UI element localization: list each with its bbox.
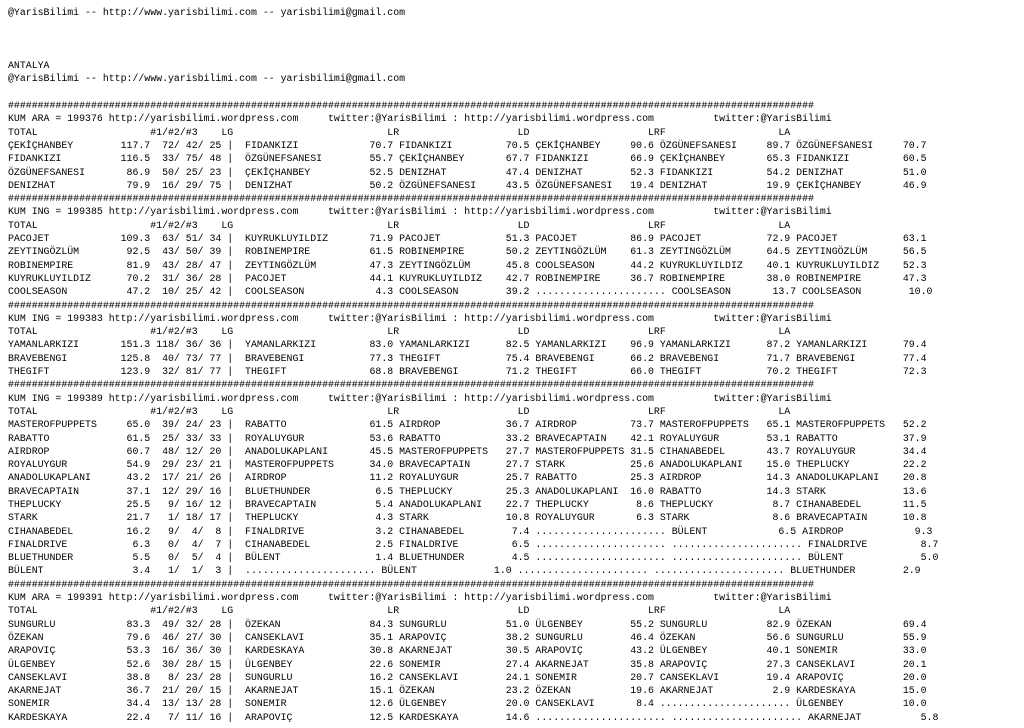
text-line: SUNGURLU 83.3 49/ 32/ 28 | ÖZEKAN 84.3 SUNGURLU 51.0 ÜLGENBEY 55.2 SUNGURLU 82.9 ÖZEKAN 69.4	[8, 618, 927, 630]
text-line: ROYALUYGUR 54.9 29/ 23/ 21 | MASTEROFPUPPETS 34.0 BRAVECAPTAIN 27.7 STARK 25.6 ANADOLUKAPLANI 15.0 THEPLUCKY 22.2	[8, 459, 927, 471]
text-line: ARAPOVIÇ 53.3 16/ 36/ 30 | KARDESKAYA 30.8 AKARNEJAT 30.5 ARAPOVIÇ 43.2 ÜLGENBEY 40.1 SONEMIR 33.0	[8, 645, 927, 657]
text-line: FINALDRIVE 6.3 0/ 4/ 7 | CIHANABEDEL 2.5 FINALDRIVE 6.5 ...................... ...................... FINALDRIVE 8.7	[8, 538, 939, 550]
text-line: PACOJET 109.3 63/ 51/ 34 | KUYRUKLUYILDIZ 71.9 PACOJET 51.3 PACOJET 86.9 PACOJET 72.9 PACOJET 63.1	[8, 233, 927, 245]
text-line: ANADOLUKAPLANI 43.2 17/ 21/ 26 | AIRDROP 11.2 ROYALUYGUR 25.7 RABATTO 25.3 AIRDROP 14.3 ANADOLUKAPLANI 20.8	[8, 472, 927, 484]
text-line: @YarisBilimi -- http://www.yarisbilimi.com -- yarisbilimi@gmail.com	[8, 73, 406, 85]
text-line: KUM ARA = 199376 http://yarisbilimi.wordpress.com twitter:@YarisBilimi : http://yarisbilimi.wordpress.com twitter:@YarisBilimi	[8, 113, 832, 125]
text-line: RABATTO 61.5 25/ 33/ 33 | ROYALUYGUR 53.6 RABATTO 33.2 BRAVECAPTAIN 42.1 ROYALUYGUR 53.1 RABATTO 37.9	[8, 432, 927, 444]
text-line: BLUETHUNDER 5.5 0/ 5/ 4 | BÜLENT 1.4 BLUETHUNDER 4.5 ...................... ...................... BÜLENT 5.0	[8, 552, 939, 564]
text-line: STARK 21.7 1/ 18/ 17 | THEPLUCKY 4.3 STARK 10.8 ROYALUYGUR 6.3 STARK 8.6 BRAVECAPTAIN 10.8	[8, 512, 927, 524]
text-line: COOLSEASON 47.2 10/ 25/ 42 | COOLSEASON 4.3 COOLSEASON 39.2 ...................... COOLSEASON 13.7 COOLSEASON 10.0	[8, 286, 933, 298]
text-line: KUM ING = 199385 http://yarisbilimi.wordpress.com twitter:@YarisBilimi : http://yarisbilimi.wordpress.com twitter:@YarisBilimi	[8, 206, 832, 218]
text-line: ZEYTINGÖZLÜM 92.5 43/ 50/ 39 | ROBINEMPIRE 61.5 ROBINEMPIRE 50.2 ZEYTINGÖZLÜM 61.3 ZEYTINGÖZLÜM 64.5 ZEYTINGÖZLÜM 56.5	[8, 246, 927, 258]
race-analysis-document	[8, 6, 1020, 724]
text-line: CIHANABEDEL 16.2 9/ 4/ 8 | FINALDRIVE 3.2 CIHANABEDEL 7.4 ...................... BÜLENT 6.5 AIRDROP 9.3	[8, 525, 933, 537]
text-line: KARDESKAYA 22.4 7/ 11/ 16 | ARAPOVIÇ 12.5 KARDESKAYA 14.6 ...................... ...................... AKARNEJAT 5.8	[8, 711, 939, 723]
text-line: ANTALYA	[8, 60, 50, 72]
text-line: @YarisBilimi -- http://www.yarisbilimi.com -- yarisbilimi@gmail.com	[8, 7, 406, 18]
text-line: TOTAL #1/#2/#3 LG LR LD LRF LA	[8, 405, 791, 417]
text-line	[8, 19, 1020, 32]
text-line: TOTAL #1/#2/#3 LG LR LD LRF LA	[8, 326, 791, 338]
text-line: ########################################################################################################################################	[8, 578, 814, 590]
text-line: TOTAL #1/#2/#3 LG LR LD LRF LA	[8, 126, 791, 138]
text-line: YAMANLARKIZI 151.3 118/ 36/ 36 | YAMANLARKIZI 83.0 YAMANLARKIZI 82.5 YAMANLARKIZI 96.9 YAMANLARKIZI 87.2 YAMANLARKIZI 79.4	[8, 339, 927, 351]
text-line	[8, 86, 1020, 99]
text-line: BRAVECAPTAIN 37.1 12/ 29/ 16 | BLUETHUNDER 6.5 THEPLUCKY 25.3 ANADOLUKAPLANI 16.0 RABATTO 14.3 STARK 13.6	[8, 485, 927, 497]
text-line	[8, 33, 1020, 46]
text-line: KUM ING = 199389 http://yarisbilimi.wordpress.com twitter:@YarisBilimi : http://yarisbilimi.wordpress.com twitter:@YarisBilimi	[8, 392, 832, 404]
text-line: CANSEKLAVI 38.8 8/ 23/ 28 | SUNGURLU 16.2 CANSEKLAVI 24.1 SONEMIR 20.7 CANSEKLAVI 19.4 ARAPOVIÇ 20.0	[8, 671, 927, 683]
text-line: ########################################################################################################################################	[8, 100, 814, 112]
text-line: THEGIFT 123.9 32/ 81/ 77 | THEGIFT 68.8 BRAVEBENGI 71.2 THEGIFT 66.0 THEGIFT 70.2 THEGIFT 72.3	[8, 366, 927, 378]
text-line: BRAVEBENGI 125.8 40/ 73/ 77 | BRAVEBENGI 77.3 THEGIFT 75.4 BRAVEBENGI 66.2 BRAVEBENGI 71.7 BRAVEBENGI 77.4	[8, 352, 927, 364]
text-line: BÜLENT 3.4 1/ 1/ 3 | ...................... BÜLENT 1.0 ...................... ...................... BLUETHUNDER 2.9	[8, 565, 921, 577]
text-line	[8, 46, 1020, 59]
text-line: THEPLUCKY 25.5 9/ 16/ 12 | BRAVECAPTAIN 5.4 ANADOLUKAPLANI 22.7 THEPLUCKY 8.6 THEPLUCKY 8.7 CIHANABEDEL 11.5	[8, 498, 927, 510]
text-line: ########################################################################################################################################	[8, 193, 814, 205]
text-line: MASTEROFPUPPETS 65.0 39/ 24/ 23 | RABATTO 61.5 AIRDROP 36.7 AIRDROP 73.7 MASTEROFPUPPETS 65.1 MASTEROFPUPPETS 52.2	[8, 419, 927, 431]
text-line: TOTAL #1/#2/#3 LG LR LD LRF LA	[8, 219, 791, 231]
text-line: ########################################################################################################################################	[8, 299, 814, 311]
text-line: ROBINEMPIRE 81.9 43/ 28/ 47 | ZEYTINGÖZLÜM 47.3 ZEYTINGÖZLÜM 45.8 COOLSEASON 44.2 KUYRUKLUYILDIZ 40.1 KUYRUKLUYILDIZ 52.3	[8, 259, 927, 271]
text-line: ########################################################################################################################################	[8, 379, 814, 391]
text-line: SONEMIR 34.4 13/ 13/ 28 | SONEMIR 12.6 ÜLGENBEY 20.0 CANSEKLAVI 8.4 ...................... ÜLGENBEY 10.0	[8, 698, 927, 710]
text-line: ÖZEKAN 79.6 46/ 27/ 30 | CANSEKLAVI 35.1 ARAPOVIÇ 38.2 SUNGURLU 46.4 ÖZEKAN 56.6 SUNGURLU 55.9	[8, 631, 927, 643]
text-line: KUYRUKLUYILDIZ 70.2 31/ 36/ 28 | PACOJET 44.1 KUYRUKLUYILDIZ 42.7 ROBINEMPIRE 36.7 ROBINEMPIRE 38.0 ROBINEMPIRE 47.3	[8, 272, 927, 284]
text-line: AIRDROP 60.7 48/ 12/ 20 | ANADOLUKAPLANI 45.5 MASTEROFPUPPETS 27.7 MASTEROFPUPPETS 31.5 CIHANABEDEL 43.7 ROYALUYGUR 34.4	[8, 445, 927, 457]
text-line: TOTAL #1/#2/#3 LG LR LD LRF LA	[8, 605, 791, 617]
text-line: KUM ARA = 199391 http://yarisbilimi.wordpress.com twitter:@YarisBilimi : http://yarisbilimi.wordpress.com twitter:@YarisBilimi	[8, 592, 832, 604]
text-line: KUM ING = 199383 http://yarisbilimi.wordpress.com twitter:@YarisBilimi : http://yarisbilimi.wordpress.com twitter:@YarisBilimi	[8, 312, 832, 324]
text-line: ÖZGÜNEFSANESI 86.9 50/ 25/ 23 | ÇEKİÇHANBEY 52.5 DENIZHAT 47.4 DENIZHAT 52.3 FIDANKIZI 54.2 DENIZHAT 51.0	[8, 166, 927, 178]
text-line: AKARNEJAT 36.7 21/ 20/ 15 | AKARNEJAT 15.1 ÖZEKAN 23.2 ÖZEKAN 19.6 AKARNEJAT 2.9 KARDESKAYA 15.0	[8, 685, 927, 697]
text-line: ÇEKİÇHANBEY 117.7 72/ 42/ 25 | FIDANKIZI 70.7 FIDANKIZI 70.5 ÇEKİÇHANBEY 90.6 ÖZGÜNEFSANESI 89.7 ÖZGÜNEFSANESI 70.7	[8, 139, 927, 151]
text-line: DENIZHAT 79.9 16/ 29/ 75 | DENIZHAT 50.2 ÖZGÜNEFSANESI 43.5 ÖZGÜNEFSANESI 19.4 DENIZHAT 19.9 ÇEKİÇHANBEY 46.9	[8, 179, 927, 191]
text-line: FIDANKIZI 116.5 33/ 75/ 48 | ÖZGÜNEFSANESI 55.7 ÇEKİÇHANBEY 67.7 FIDANKIZI 66.9 ÇEKİÇHANBEY 65.3 FIDANKIZI 60.5	[8, 153, 927, 165]
text-line: ÜLGENBEY 52.6 30/ 28/ 15 | ÜLGENBEY 22.6 SONEMIR 27.4 AKARNEJAT 35.8 ARAPOVIÇ 27.3 CANSEKLAVI 20.1	[8, 658, 927, 670]
